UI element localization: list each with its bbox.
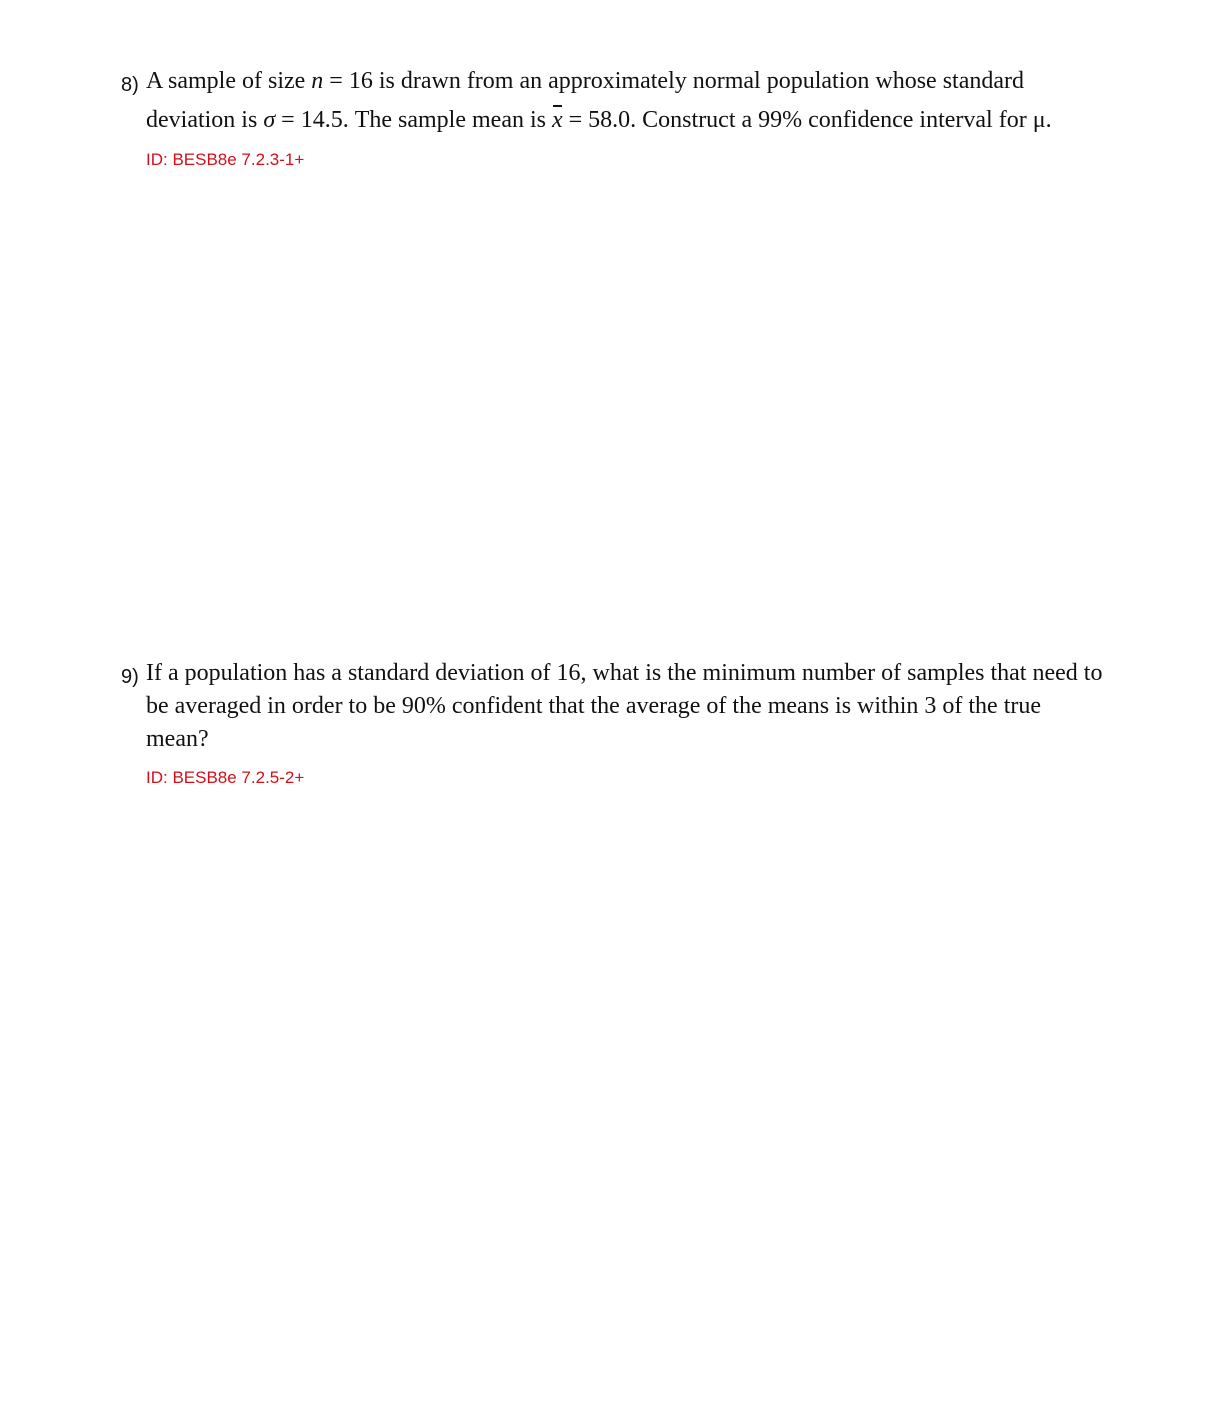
var-sigma: σ [263, 107, 276, 133]
question-id: ID: BESB8e 7.2.3-1+ [146, 150, 305, 169]
question-text-line [146, 107, 1052, 134]
var-xbar: x [551, 107, 563, 133]
question-id: ID: BESB8e 7.2.5-2+ [146, 768, 305, 787]
question-text-line: mean? [146, 726, 209, 752]
text: = 58.0. Construct a 99% confidence interval for μ. [562, 107, 1052, 133]
text: = 14.5. The sample mean is [275, 107, 552, 133]
question-text-line [146, 68, 1024, 95]
text: A sample of size [146, 68, 312, 94]
question-text-line: be averaged in order to be 90% confident that the average of the means is within 3 of the true [146, 693, 1042, 719]
question-number: 9) [121, 666, 139, 688]
text: = 16 is drawn from an approximately normal population whose standard [323, 68, 1025, 94]
text: deviation is [146, 107, 264, 133]
question-text-line: If a population has a standard deviation of 16, what is the minimum number of samples that need to [146, 660, 1103, 686]
var-n: n [311, 68, 324, 94]
question-number: 8) [121, 74, 139, 96]
